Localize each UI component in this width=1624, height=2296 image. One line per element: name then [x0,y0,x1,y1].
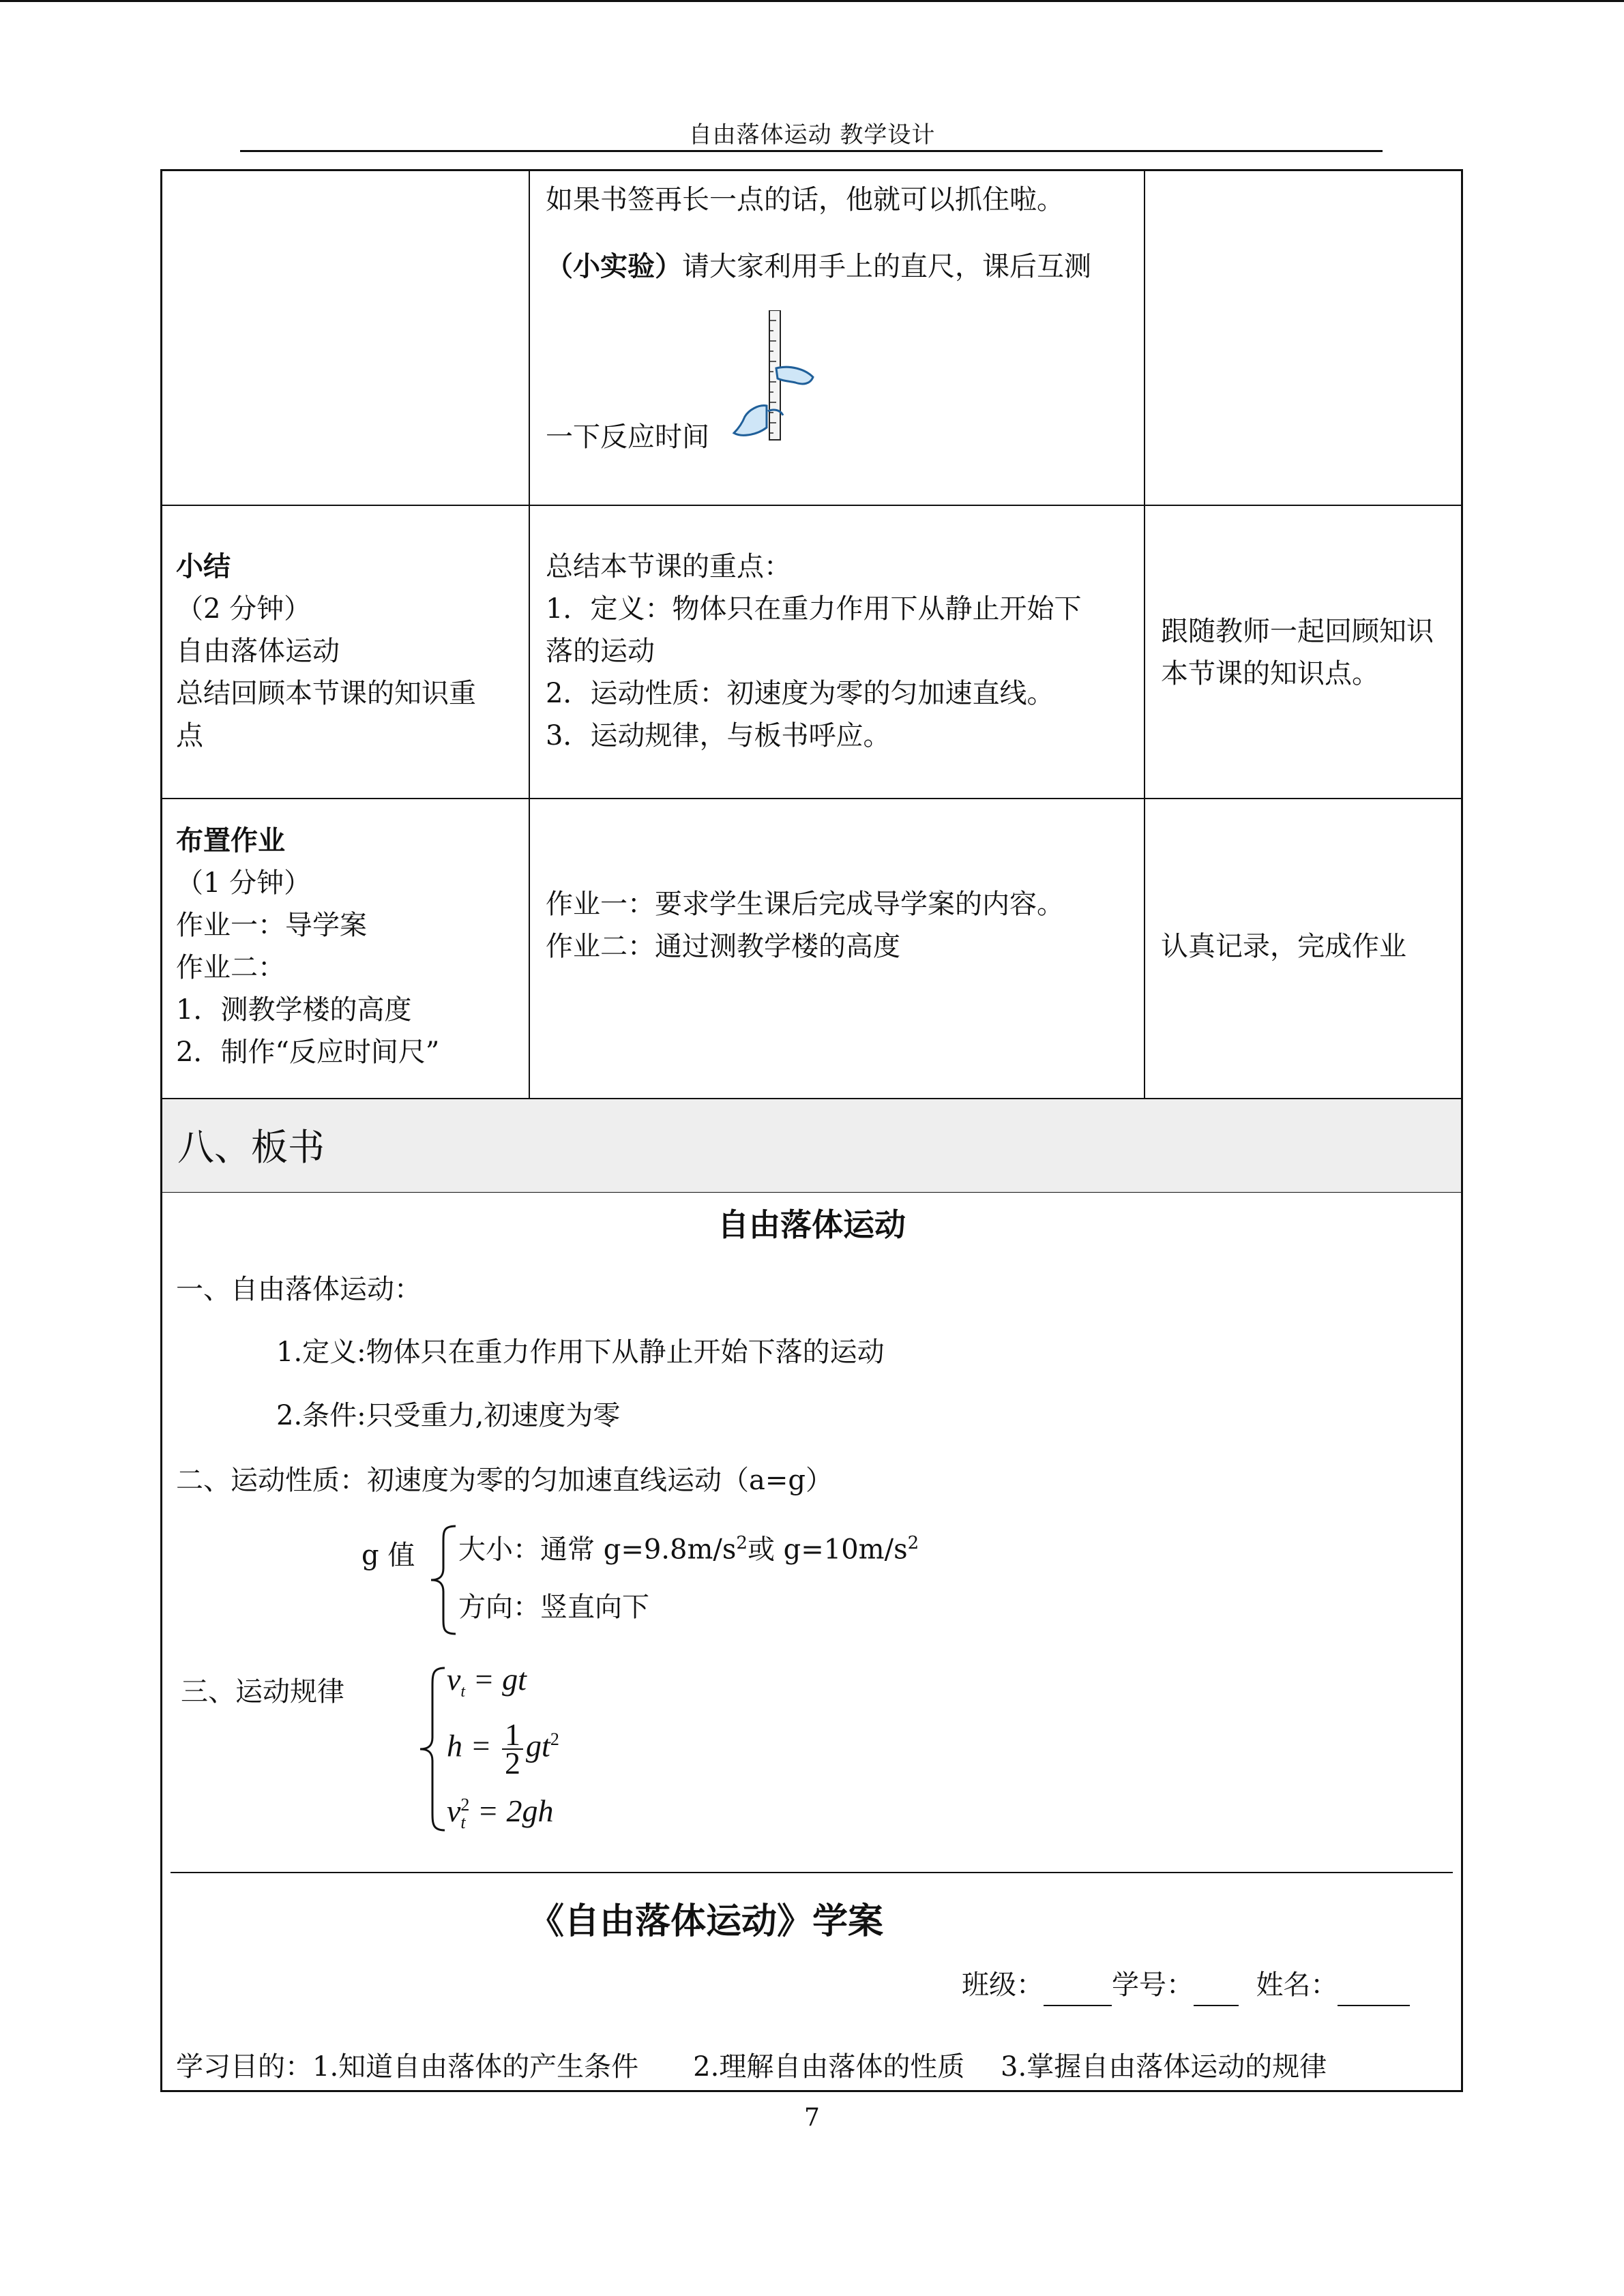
id-label: 学号： [1112,1969,1194,2001]
formula-height-fraction [502,1716,523,1780]
formula-velocity [447,1658,527,1713]
top-border [0,0,1624,2]
g-brace [428,1522,460,1638]
study-plan-rule [171,1872,1453,1873]
g-size-mid: 或 g=10m/s [747,1534,908,1566]
summary-mid-line: 2．运动性质：初速度为零的匀加速直线。 [546,678,1054,709]
g-direction: 方向：竖直向下 [458,1592,649,1623]
formula-velocity-rhs: = gt [473,1662,527,1697]
ruler-hand-illustration [728,310,824,447]
homework-mid-line: 作业一：要求学生课后完成导学案的内容。 [546,889,1064,920]
name-blank[interactable] [1338,1975,1410,2006]
homework-left-line: 作业一：导学案 [176,910,367,941]
row-divider [160,798,1463,799]
g-value-label: g 值 [361,1540,415,1571]
board-title: 自由落体运动 [718,1206,906,1243]
summary-mid-line: 落的运动 [546,636,655,667]
summary-title: 小结 [176,551,231,582]
column-divider [1144,169,1145,1099]
formula-height-sup: 2 [550,1729,559,1749]
homework-left-line: 作业二： [176,952,285,983]
formula-vsq-rhs: = 2gh [477,1793,554,1828]
g-size [458,1522,919,1570]
board-section-title: 八、板书 [177,1126,325,1169]
id-blank[interactable] [1194,1975,1239,2006]
continue-line1: 如果书签再长一点的话，他就可以抓住啦。 [546,184,1064,215]
formula-height-rhs: gt [526,1728,550,1763]
study-goals: 学习目的：1.知道自由落体的产生条件 2.理解自由落体的性质 3.掌握自由落体运动的规律 [176,2051,1327,2083]
homework-title: 布置作业 [176,825,285,856]
formula-height-lhs: h = [447,1728,492,1763]
name-label: 姓名： [1256,1969,1338,2001]
formula-vsq-v: v [447,1793,461,1828]
formula-vsq-sub: t [460,1813,466,1833]
reaction-time-text: 一下反应时间 [546,421,709,453]
homework-mid-line: 作业二：通过测教学楼的高度 [546,931,900,962]
homework-left-line: （1 分钟） [176,867,312,899]
homework-left-line: 2．制作“反应时间尺” [176,1037,440,1068]
formula-velocity-v: v [447,1662,461,1697]
class-blank[interactable] [1044,1975,1112,2006]
summary-mid-line: 1．定义：物体只在重力作用下从静止开始下 [546,593,1082,625]
formula-velocity-squared [447,1790,553,1832]
summary-right-line: 跟随教师一起回顾知识 [1161,616,1434,647]
board-definition: 1.定义:物体只在重力作用下从静止开始下落的运动 [276,1337,885,1368]
summary-left-line: 点 [176,720,203,751]
page-header-title: 自由落体运动 教学设计 [688,121,936,149]
board-heading-1: 一、自由落体运动： [176,1274,422,1305]
homework-left-line: 1．测教学楼的高度 [176,994,412,1026]
law-brace [417,1664,449,1834]
student-info-line [962,1964,1410,2006]
fraction-denominator: 2 [505,1745,521,1780]
formula-velocity-sub: t [460,1683,466,1701]
homework-right-text: 认真记录，完成作业 [1161,931,1406,962]
experiment-line [546,245,1091,288]
column-divider [529,169,530,1099]
board-heading-2: 二、运动性质：初速度为零的匀加速直线运动（a=g） [176,1465,833,1496]
summary-right-line: 本节课的知识点。 [1161,658,1379,689]
class-label: 班级： [962,1969,1044,2001]
board-heading-3: 三、运动规律 [181,1676,344,1708]
g-size-sup: 2 [736,1533,748,1553]
header-rule [240,150,1383,152]
formula-height [447,1716,559,1780]
fraction-numerator: 1 [502,1721,523,1750]
row-divider [160,505,1463,506]
board-section-header [162,1099,1461,1192]
experiment-label: （小实验） [546,251,682,282]
g-size-prefix: 大小：通常 g=9.8m/s [458,1534,737,1566]
summary-left-line: 总结回顾本节课的知识重 [176,678,476,709]
summary-mid-line: 总结本节课的重点： [546,551,791,582]
formula-vsq-sup: 2 [460,1795,470,1815]
summary-mid-line: 3．运动规律，与板书呼应。 [546,720,891,751]
page-number: 7 [804,2104,820,2132]
summary-left-line: （2 分钟） [176,593,312,625]
formula-vsq-scripts [460,1796,469,1832]
g-size-sup: 2 [907,1533,919,1553]
study-plan-title: 《自由落体运动》学案 [529,1901,884,1942]
summary-left-line: 自由落体运动 [176,636,340,667]
board-condition: 2.条件:只受重力,初速度为零 [276,1400,621,1431]
experiment-text: 请大家利用手上的直尺，课后互测 [682,251,1091,282]
